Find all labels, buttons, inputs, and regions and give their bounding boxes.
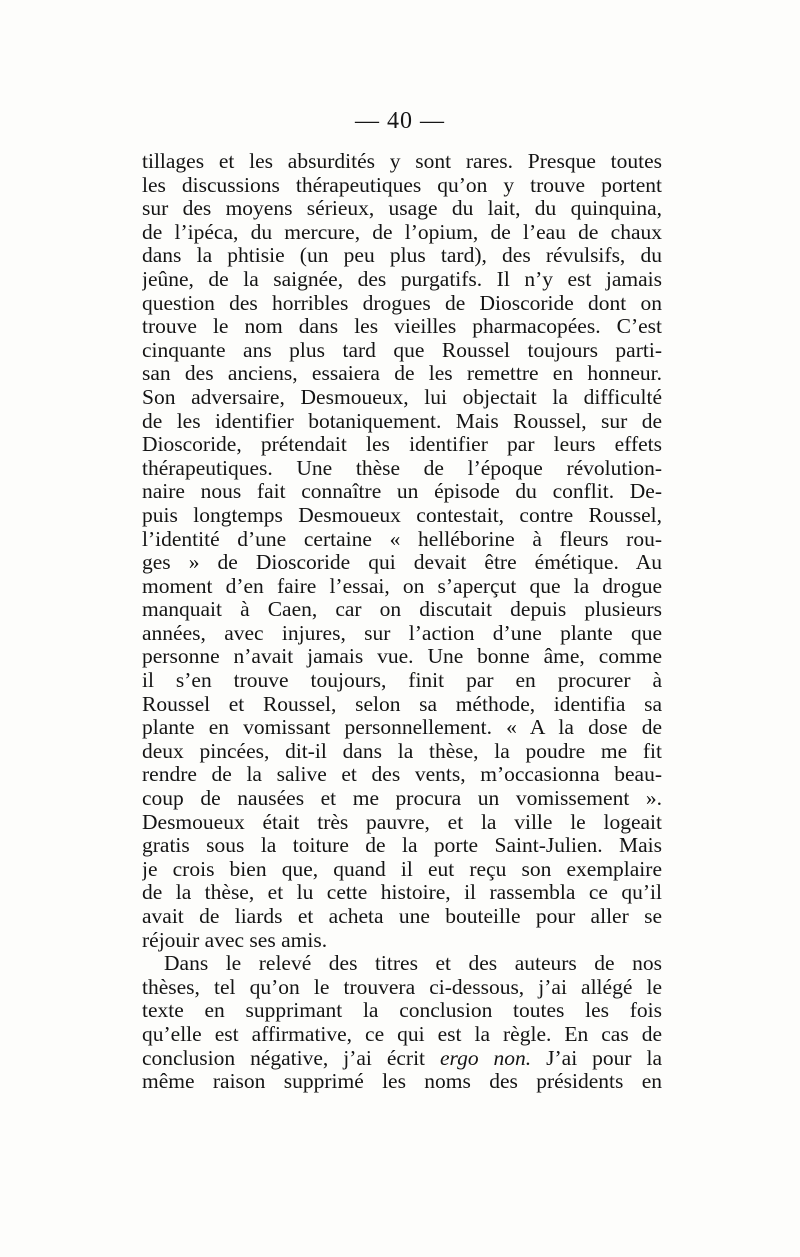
text-line: ges » de Dioscoride qui devait être émétique. Au (142, 551, 662, 575)
text-line: de la thèse, et lu cette histoire, il rassembla ce qu’il (142, 881, 662, 905)
text-line: tillages et les absurdités y sont rares. Presque toutes (142, 150, 662, 173)
text-line: jeûne, de la saignée, des purgatifs. Il n’y est jamais (142, 267, 662, 291)
paragraph-1 (142, 150, 662, 952)
text-line: dans la phtisie (un peu plus tard), des révulsifs, du (142, 244, 662, 268)
text-line: même raison supprimé les noms des présidents en (142, 1070, 662, 1094)
text-line: réjouir avec ses amis. (142, 928, 328, 952)
text-line: je crois bien que, quand il eut reçu son exemplaire (142, 857, 662, 881)
paragraph-2 (142, 952, 662, 1094)
text-line: rendre de la salive et des vents, m’occasionna beau- (142, 763, 662, 787)
text-line: Son adversaire, Desmoueux, lui objectait la difficulté (142, 385, 662, 409)
text-line: plante en vomissant personnellement. « A la dose de (142, 716, 662, 740)
text-line: de l’ipéca, du mercure, de l’opium, de l’eau de chaux (142, 220, 662, 244)
text-line: gratis sous la toiture de la porte Saint-Julien. Mais (142, 834, 662, 858)
text-line: il s’en trouve toujours, finit par en procurer à (142, 669, 662, 693)
text-line: les discussions thérapeutiques qu’on y trouve portent (142, 173, 662, 197)
text-line: texte en supprimant la conclusion toutes les fois (142, 999, 662, 1023)
text-line: question des horribles drogues de Dioscoride dont on (142, 291, 662, 315)
text-line: Desmoueux était très pauvre, et la ville le logeait (142, 810, 662, 834)
text-line: coup de nausées et me procura un vomissement ». (142, 787, 662, 811)
text-line: deux pincées, dit-il dans la thèse, la poudre me fit (142, 739, 662, 763)
text-line: moment d’en faire l’essai, on s’aperçut que la drogue (142, 574, 662, 598)
text-line: Roussel et Roussel, selon sa méthode, identifia sa (142, 692, 662, 716)
text-line: puis longtemps Desmoueux contestait, contre Roussel, (142, 503, 662, 527)
text-line: Dioscoride, prétendait les identifier par leurs effets (142, 433, 662, 457)
text-line: sur des moyens sérieux, usage du lait, du quinquina, (142, 197, 662, 221)
text-line: avait de liards et acheta une bouteille pour aller se (142, 905, 662, 928)
text-line: thèses, tel qu’on le trouvera ci-dessous, j’ai allégé le (142, 975, 662, 999)
text-line: thérapeutiques. Une thèse de l’époque révolution- (142, 456, 662, 480)
text-line: années, avec injures, sur l’action d’une plante que (142, 621, 662, 645)
text-line: naire nous fait connaître un épisode du conflit. De- (142, 480, 662, 504)
text-line: qu’elle est affirmative, ce qui est la règle. En cas de (142, 1022, 662, 1046)
text-fragment: conclusion négative, j’ai écrit (142, 1046, 440, 1070)
text-line: manquait à Caen, car on discutait depuis plusieurs (142, 598, 662, 622)
body-text (142, 150, 662, 1094)
text-line: personne n’avait jamais vue. Une bonne âme, comme (142, 645, 662, 669)
italic-fragment: ergo non. (439, 1046, 532, 1070)
text-line: l’identité d’une certaine « helléborine à fleurs rou- (142, 527, 662, 551)
text-line: Dans le relevé des titres et des auteurs de nos (164, 952, 662, 976)
text-line: de les identifier botaniquement. Mais Roussel, sur de (142, 409, 662, 433)
text-line: trouve le nom dans les vieilles pharmacopées. C’est (142, 315, 662, 339)
page-number: — 40 — (355, 108, 445, 134)
text-line-mixed (142, 1047, 662, 1071)
text-fragment: J’ai pour la (531, 1046, 662, 1070)
text-line: san des anciens, essaiera de les remettre en honneur. (142, 362, 662, 386)
text-line: cinquante ans plus tard que Roussel toujours parti- (142, 338, 662, 362)
